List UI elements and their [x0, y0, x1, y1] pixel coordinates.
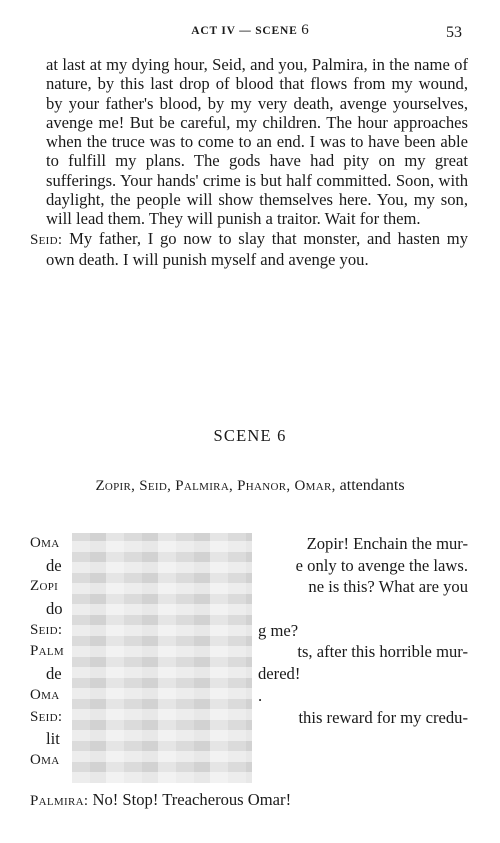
line-fragment-left: de [46, 555, 62, 575]
running-head [0, 22, 500, 39]
line-fragment-left: Oma [30, 686, 60, 703]
line-fragment-left: de [46, 664, 62, 684]
speech-palmira [30, 789, 468, 812]
cast-rest: attendants [339, 477, 405, 494]
line-fragment-left: lit [46, 729, 60, 749]
line-fragment-right: Zopir! Enchain the mur- [306, 534, 468, 553]
speaker-label: Palmira: [30, 793, 89, 809]
line-fragment-left: Palm [30, 643, 64, 660]
page-number: 53 [446, 24, 462, 41]
line-fragment-right: ne is this? What are you [308, 577, 468, 597]
speech-seid [30, 229, 468, 270]
pixelated-redaction [72, 533, 252, 783]
speaker-label: Seid: [30, 231, 63, 248]
line-fragment-left: Oma [30, 751, 60, 768]
speech-text: My father, I go now to slay that monster, and hasten my own death. I will punish myself and avenge you. [46, 228, 468, 269]
line-fragment-right: ts, after this horrible mur- [297, 642, 468, 662]
line-fragment-left: Seid: [30, 621, 63, 638]
line-fragment-right: e only to avenge the laws. [295, 555, 468, 575]
line-fragment-left: Seid: [30, 708, 63, 725]
running-head-text: ACT IV — SCENE [191, 25, 298, 37]
continuation-text: at last at my dying hour, Seid, and you, Palmira, in the name of nature, by this last drop of blood that flows from my wound, by your father's blood, by my very death, avenge yourselves, avenge me! But be careful, my children. The hour approaches when the truce was to come to an end. I was to have been able to fulfill my plans. The gods have had pity on my great sufferings. Your hands' crime is but half committed. Soon, with daylight, the people will show themselves here. You, my son, will lead them. They will punish a traitor. Wait for them. [46, 55, 468, 229]
cast-names: Zopir, Seid, Palmira, Phanor, Omar, [95, 478, 336, 494]
line-fragment-left: Oma [30, 535, 60, 551]
line-fragment-left: do [46, 599, 63, 619]
line-fragment-right: this reward for my credu- [298, 707, 468, 727]
scene-title: SCENE 6 [213, 426, 287, 445]
line-fragment-left: Zopi [30, 578, 59, 595]
line-fragment-right: dered! [258, 664, 301, 684]
line-fragment-right: . [258, 685, 263, 705]
cast-list [0, 477, 500, 495]
page-header [0, 22, 500, 42]
line-fragment-right: g me? [258, 620, 299, 640]
speech-text: No! Stop! Treacherous Omar! [92, 790, 292, 809]
running-head-scene-number: 6 [301, 22, 309, 38]
speech-continuation [30, 55, 468, 269]
